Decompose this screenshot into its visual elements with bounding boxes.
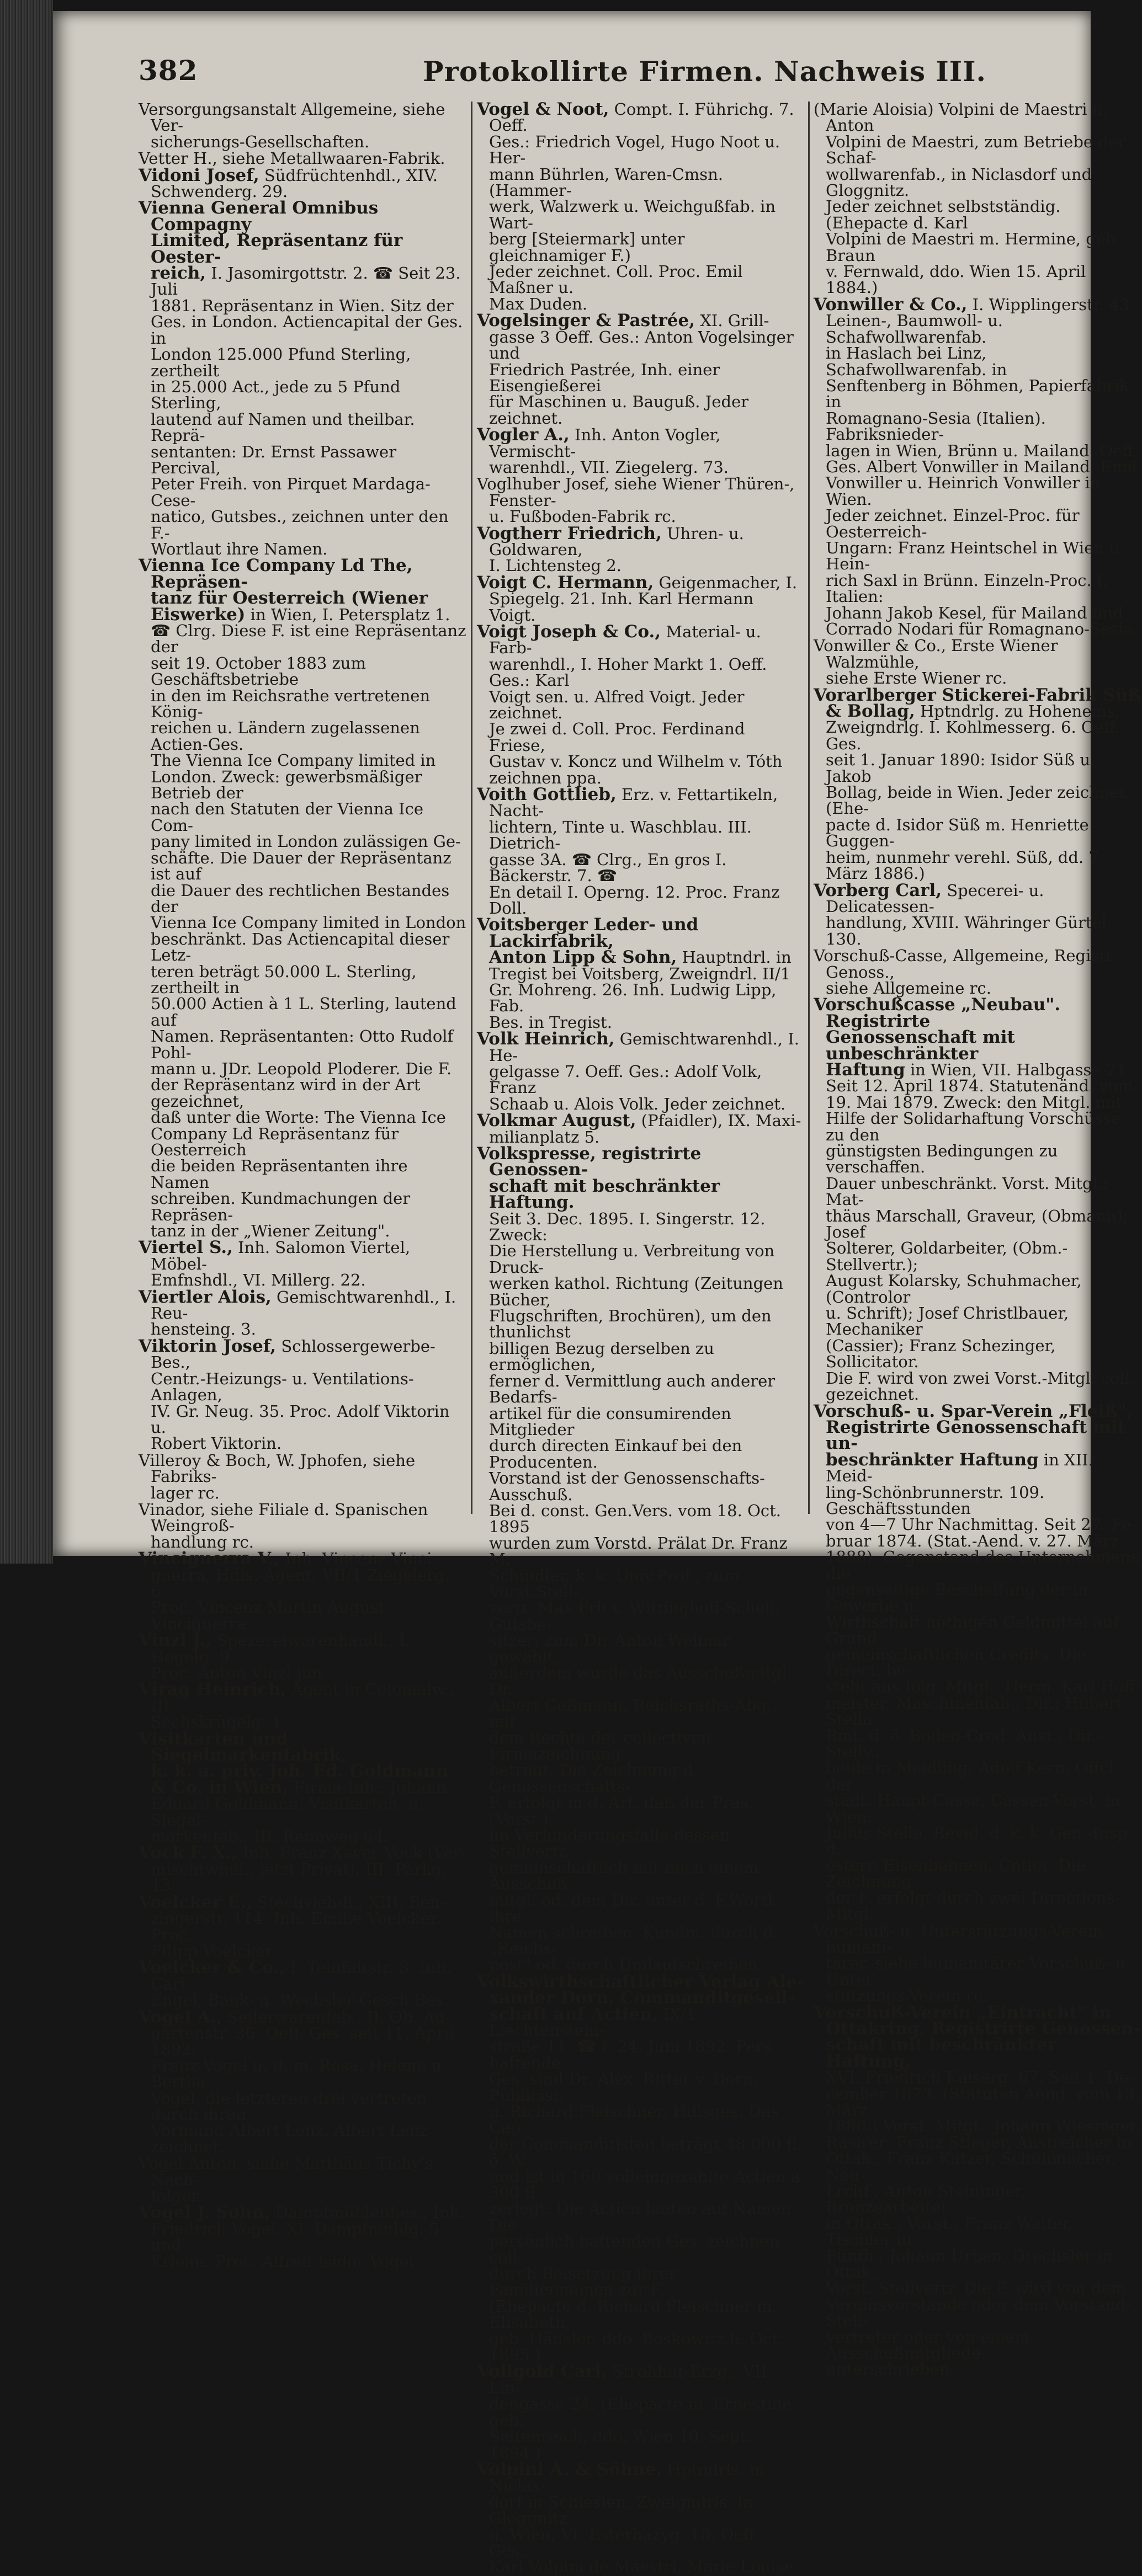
directory-entry: [139, 200, 467, 557]
entry-firm-name: Virag Heinrich,: [139, 1679, 286, 1700]
entry-description: Voglhuber Josef, siehe Wiener Thüren-, Fenster- u. Fußboden-Fabrik rc.: [477, 474, 795, 526]
column-3: [814, 100, 1142, 2379]
entry-firm-name: Vorberg Carl,: [814, 880, 942, 900]
entry-firm-name: Voelcker E.,: [139, 1892, 252, 1912]
entry-description: Vorschuß-Casse, Allgemeine, Registr. Genoss., siehe Allgemeine rc.: [814, 946, 1117, 998]
column-rule: [471, 102, 472, 1514]
directory-entry: [139, 558, 467, 1239]
entry-description: XVI. Friedrich Kaiserg. 67. Seit 1. De- cember 1873. (Statuten Aend. vom 13. März 1880.) Vorst. Mitgl.: Johann Wiesinger, Rasirer; Franz Stieger, Anstreicher in Ottak.; Franz Katzer, Schuhmacher, Neu- Lrchf.; Anton Steininger, Bronzearbeiter in Ottak., Vorst.; Franz Walter, Tischler in Fünfh.; Johann Urban, Drechsler in Ottak., Vorst. Stellvertr. Die F. wird von dem Vereinsvorstande oder dem Vorstand-Stell- vertreter oder von einem Ausschußmitgliede unterschrieben.: [826, 2068, 1141, 2379]
directory-entry: [139, 165, 467, 201]
entry-description: Vinador, siehe Filiale d. Spanischen Weingroß- handlung rc.: [139, 1500, 428, 1551]
directory-entry: [477, 99, 804, 313]
entry-firm-name: Viertler Alois,: [139, 1287, 272, 1307]
directory-entry: [477, 1146, 804, 1974]
directory-entry: [477, 2361, 804, 2462]
directory-entry: [139, 2156, 467, 2204]
directory-entry: [814, 2002, 1142, 2379]
entry-firm-name: Volkspresse, registrirte Genossen- schaft mit beschränkter Haftung.: [477, 1144, 720, 1213]
entry-firm-name: Vinzl J.,: [139, 1630, 211, 1651]
directory-entry: [477, 2459, 804, 2576]
entry-description: Seilerwarenfab., II. Ob. Au- gartenstr. 36. Oeff. Ges. seit 11. April 1892: Franz Vogel u. d. m. Rosa, Helene u. Bertha Vogel, die letzteren drei vertreten durch ihren Vormund Albert Lenz. Albert Lenz zeichnet.: [151, 2007, 455, 2156]
entry-description: Stechviehdl., XIII. Ben- zingerstr. 114. Inh. Emilie Voelcker. Proc. Filipp Voelcker.: [151, 1892, 446, 1960]
directory-entry: [814, 948, 1142, 996]
directory-entry: [477, 1031, 804, 1112]
entry-firm-name: Vorarlberger Stickerei-Fabrik Süß & Bollag,: [814, 685, 1141, 722]
entry-description: Villeroy & Boch, W. Jphofen, siehe Fabriks- lager rc.: [139, 1450, 416, 1502]
entry-firm-name: Vogel J. Sohn,: [139, 2202, 270, 2223]
directory-entry: [139, 1450, 467, 1502]
entry-firm-name: Voigt C. Hermann,: [477, 572, 654, 593]
entry-firm-name: Voelcker & Co.,: [139, 1958, 285, 1978]
entry-description: Hptndrlg. zu Hohenems, Zweigndrlg. I. Kohlmesserg. 6. Oeff. Ges. seit 1. Januar 1890: Isidor Süß u. Jakob Bollag, beide in Wien. Jeder zeichnet. (Ehe- pacte d. Isidor Süß m. Henriette Guggen- heim, nunmehr verehl. Süß, dd. 7. März 1886.): [826, 702, 1131, 883]
entry-description: Vogel Anton, siehe Matthäus Tichy's Nach- folger.: [139, 2154, 433, 2205]
directory-entry: [477, 917, 804, 1031]
entry-description: Inh. Salomon Viertel, Möbel- Emfnshdl., VI. Millerg. 22.: [151, 1238, 411, 1290]
directory-entry: [477, 1113, 804, 1145]
directory-entry: [139, 1892, 467, 1960]
entry-description: I. Jasomirgottstr. 2. ☎ Seit 23. Juli 1881. Repräsentanz in Wien. Sitz der Ges. in London. Actiencapital der Ges. in London 125.000 Pfund Sterling, zertheilt in 25.000 Act., jede zu 5 Pfund Sterling, lautend auf Namen und theilbar. Reprä- sentanten: Dr. Ernst Passawer Percival, Peter Freih. von Pirquet Mardaga-Cese- natico, Gutsbes., zeichnen unter den F.- Wortlaut ihre Namen.: [151, 264, 463, 558]
entry-firm-name: Vorschußcasse „Neubau". Registrirte Genossenschaft mit unbeschränkter Haftung: [814, 995, 1061, 1080]
entry-description: Versorgungsanstalt Allgemeine, siehe Ver- sicherungs-Gesellschaften.: [139, 100, 445, 151]
entry-description: Südfrüchtenhdl., XIV. Schwenderg. 29.: [151, 166, 438, 201]
entry-firm-name: Volpini A. & Söhne,: [477, 2459, 662, 2479]
directory-entry: [814, 102, 1142, 296]
directory-entry: [477, 787, 804, 916]
book-page-edges: [0, 0, 53, 1564]
page-number: 382: [139, 54, 198, 87]
entry-firm-name: Vidoni Josef,: [139, 165, 259, 185]
entry-description: Agent in Colonialw., III. Sechskrügelg. 1.: [151, 1680, 454, 1732]
running-title: Protokollirte Firmen. Nachweis III.: [423, 55, 986, 88]
entry-description: Inh. Anton Vogler, Vermischt- warenhdl., VII. Ziegelerg. 73.: [489, 425, 729, 477]
entry-description: Firma-Inh.: Johann Eduard Goldmann, Visitkarten- u. Siegel- markenfab., III. Rennweg 64.: [151, 1778, 447, 1846]
entry-firm-name: Vinciguerra V.,: [139, 1549, 280, 1569]
entry-description: Vorschuß- u. Unterstützungs-Verein humani- tärer, siehe humanitärer Vorschuß- u. Unter- stützungs-Verein rc.: [814, 1921, 1131, 2006]
directory-entry: [139, 1679, 467, 1732]
entry-description: Compt. I. Führichg. 7. Oeff. Ges.: Friedrich Vogel, Hugo Noot u. Her- mann Bührlen, Waren-Cmsn. (Hammer- werk, Walzwerk u. Weichgußfab. in Wart- berg [Steiermark] unter gleichnamiger F.) Jeder zeichnet. Coll. Proc. Emil Maßner u. Max Duden.: [489, 100, 794, 313]
entry-firm-name: Visitkarten und Siegelmarkenfabrik, k. k. a. priv. Joh. Ed. Goldmann & Co. in Wien,: [139, 1729, 448, 1798]
directory-entry: [139, 1240, 467, 1288]
entry-description: I. Teinfaltstr. 3. Inh. Carl Engel, Bank- u. Wechsler-Gesch.Bes.: [151, 1958, 452, 2010]
entry-description: Geigenmacher, I. Spiegelg. 21. Inh. Karl Hermann Voigt.: [489, 573, 798, 625]
directory-entry: [814, 294, 1142, 638]
directory-entry: [477, 427, 804, 476]
entry-firm-name: Vogler A.,: [477, 425, 570, 445]
entry-description: Specerei- u. Delicatessen- handlung, XVIII. Währinger Gürtel 130.: [826, 881, 1107, 948]
entry-description: Inh. Franz Xaver Vock (Ver- mischtwhdl., jetzt Privat), III. Parkg. 13.: [151, 1843, 466, 1895]
directory-entry: [477, 1971, 804, 2365]
column-rule: [808, 102, 810, 1514]
directory-entry: [477, 476, 804, 525]
entry-firm-name: Vorschuß-Verein „Eintracht" in Ottakring. Registrirte Genossen- schaft mit beschränkter Haftung,: [814, 2002, 1141, 2071]
directory-entry: [139, 2009, 467, 2156]
entry-firm-name: Volk Heinrich,: [477, 1029, 615, 1049]
entry-description: Spezereiwarenhandl., I. Hegelg. 9. Proc. Anton Vinzl jun.: [151, 1631, 411, 1682]
entry-firm-name: Vonwiller & Co.,: [814, 294, 968, 314]
directory-entry: [814, 880, 1142, 948]
entry-description: Vetter H., siehe Metallwaaren-Fabrik.: [139, 149, 445, 168]
entry-firm-name: Vock F. X.,: [139, 1843, 238, 1863]
directory-page: [53, 11, 1141, 2576]
directory-entry: [139, 151, 467, 167]
directory-entry: [814, 1401, 1142, 1924]
directory-entry: [814, 1923, 1142, 2004]
entry-description: in Wien, I. Petersplatz 1. ☎ Clrg. Diese F. ist eine Repräsentanz der seit 19. October 1883 zum Geschäftsbetriebe in den im Reichsrathe vertretenen König- reichen u. Ländern zugelassenen Actien-Ges. The Vienna Ice Company limited in London. Zweck: gewerbsmäßiger Betrieb der nach den Statuten der Vienna Ice Com- pany limited in London zulässigen Ge- schäfte. Die Dauer der Repräsentanz ist auf die Dauer des rechtlichen Bestandes der Vienna Ice Company limited in London beschränkt. Das Actiencapital dieser Letz- teren beträgt 50.000 L. Sterling, zertheilt in 50.000 Actien à 1 L. Sterling, lautend auf Namen. Repräsentanten: Otto Rudolf Pohl- mann u. JDr. Leopold Ploderer. Die F. der Repräsentanz wird in der Art gezeichnet, daß unter die Worte: The Vienna Ice Company Ld Repräsentanz für Oesterreich die beiden Repräsentanten ihre Namen schreiben. Kundmachungen der Repräsen- tanz in der „Wiener Zeitung".: [151, 605, 466, 1241]
directory-entry: [139, 1731, 467, 1845]
entry-description: Vonwiller & Co., Erste Wiener Walzmühle, siehe Erste Wiener rc.: [814, 636, 1058, 688]
directory-entry: [814, 997, 1142, 1402]
entry-description: Gemischtwarenhdl., I. Reu- hensteing. 3.: [151, 1287, 456, 1339]
entry-firm-name: Volkmar August,: [477, 1111, 636, 1131]
entry-firm-name: Vollgold Carl,: [477, 2361, 607, 2382]
entry-description: Hptndrls. in Niclas- dorf in Schlesien, Zweigndrls. in Gloggnitz u. Wien, VI. Esterhazyg. 10. Oeff. Ges.: Karl Volpini de Maestri, Marie Louise: [489, 2460, 794, 2576]
directory-entry: [139, 1551, 467, 1632]
directory-entry: [139, 1502, 467, 1550]
column-2: [477, 99, 804, 2576]
entry-description: I. Wipplingerstr. 43. Leinen-, Baumwoll- u. Schafwollwarenfab. in Haslach bei Linz, Schafwollwarenfab. in Senftenberg in Böhmen, Papierfabrik in Romagnano-Sesia (Italien). Fabriksnieder- lagen in Wien, Brünn u. Mailand. Oeff. Ges. Albert Vonwiller in Mailand, Emil Vonwiller u. Heinrich Vonwiller in Wien. Jeder zeichnet. Einzel-Proc. für Oesterreich- Ungarn: Franz Heintschel in Wien u. Hein- rich Saxl in Brünn. Einzeln-Proc. f. Italien: Johann Jakob Kesel, für Mailand und Corrado Nodari für Romagnano-Sesia.: [826, 295, 1138, 638]
entry-firm-name: Vienna Ice Company Ld The, Repräsen- tanz für Oesterreich (Wiener Eiswerke): [139, 556, 428, 625]
entry-firm-name: Vogelsinger & Pastrée,: [477, 311, 695, 331]
entry-description: Hauptndrl. in Tregist bei Voitsberg, Zweigndrl. II/1 Gr. Mohreng. 26. Inh. Ludwig Lipp, Fab. Bes. in Tregist.: [489, 948, 792, 1032]
entry-description: XI. Grill- gasse 3 Oeff. Ges.: Anton Vogelsinger und Friedrich Pastrée, Inh. einer Eisengießerei für Maschinen u. Bauguß. Jeder zeichnet.: [489, 311, 794, 428]
entry-description: in XII. Meid- ling-Schönbrunnerstr. 109. Geschäftsstunden von 4—7 Uhr Nachmittag. Seit 27. Fe- bruar 1874. (Stat.-Aend. v. 27. März 1888). Gegenstand des Unternehmens die gegenseitige Beschaffung der in Gewerbe u. Wirthschaft nöthigen Geldmittel auf Grund gemeinschaftlichen Credits. Die Direct. be- steht aus folg. Mitgl.: Herm. Karl Hoff- meister, Maschinenfab., Dir.; Hubert Stella, Bmt. d. ö. Boden-Cred. Anst., Dir.-Stellv., beide in Meidling; Adolf Kern, Offcl. der städt. Haupt-Casse, Cassen-Vorst. in Wien; Julius Stella, Revid. d. k. k. Gen.-Insp. d. österr. Eisenbahnen, Cntlor. Die Zeichnung der F. erfolgt durch zwei Directions-Mitgl.: [826, 1450, 1141, 1924]
entry-description: Gemischtwarenhdl., I. He- gelgasse 7. Oeff. Ges.: Adolf Volk, Franz Schaab u. Alois Volk. Jeder zeichnet.: [489, 1030, 800, 1113]
directory-entry: [139, 1289, 467, 1338]
entry-firm-name: Viktorin Josef,: [139, 1336, 277, 1356]
entry-description: Uhren- u. Goldwaren, I. Lichtensteg 2.: [489, 524, 744, 575]
directory-entry: [139, 1338, 467, 1452]
directory-entry: [139, 1630, 467, 1682]
directory-entry: [139, 1960, 467, 2008]
entry-description: Strohhut-Erzg., VII. Lin- dengasse 24. (Ehepacte m. Ernestine geb. Seltenreich, ddo. Wien 10. Sept. 1894.): [489, 2362, 792, 2462]
directory-entry: [139, 102, 467, 150]
directory-entry: [477, 624, 804, 786]
directory-entry: [814, 638, 1142, 686]
entry-description: Seit 3. Dec. 1895. I. Singerstr. 12. Zweck: Die Herstellung u. Verbreitung von Druck- werken kathol. Richtung (Zeitungen Bücher, Flugschriften, Brochüren), um den thunlichst billigen Bezug derselben zu ermöglichen, ferner d. Vermittlung auch anderer Bedarfs- artikel für die consumirenden Mitglieder durch directen Einkauf bei den Producenten. Vorstand ist der Genossenschafts-Ausschuß. Bei d. const. Gen.Vers. vom 18. Oct. 1895 wurden zum Vorstd. Prälat Dr. Franz M. Schindler, k. k. Univ.Prof., zum Vorst.Stell- vertr. Max Frh v. Wittinghoff-Schell, Gutsbe- sitzer; zum Dir Anton Weimar gewählt, außerdem wurde das Ausschußmitgl. Dr. Albert Geßmann, Reichsraths-Abg., mit dem Rechte der collectiven Firmazeichnung betraut. Die Zeichnung d. Genossenschafts- F. erfolgt in d. Art, daß der Präs. (Vorst.), im Verhinderungsfalle dessen Stellvertr. gemeinschaftlich mit noch einem Ausschuß- mitgl. od. dem Dir. unter d. F.Wortl. ihre Namen schreiben. Kundm. durch d. „Reichs- post" od. durch Umlaufschreiben.: [489, 1209, 792, 1975]
entry-firm-name: Vorschuß- u. Spar-Verein „Fleiß", Registrirte Genossenschaft mit un- beschränkter Haftung: [814, 1401, 1133, 1470]
directory-entry: [139, 1845, 467, 1894]
entry-description: Material- u. Farb- warenhdl., I. Hoher Markt 1. Oeff. Ges.: Karl Voigt sen. u. Alfred Voigt. Jeder zeichnet. Je zwei d. Coll. Proc. Ferdinand Friese, Gustav v. Koncz und Wilhelm v. Tóth zeichnen ppa.: [489, 622, 783, 787]
entry-firm-name: Volkswirthschaftlicher Verlag Ale- xander Dorn, Commanditgesell- schaft auf Actien,: [477, 1971, 804, 2024]
entry-firm-name: Vogtherr Friedrich,: [477, 523, 662, 543]
directory-entry: [139, 2202, 467, 2271]
entry-firm-name: Vienna General Omnibus Compagny Limited, Repräsentanz für Oester- reich,: [139, 198, 403, 284]
column-1: [139, 100, 467, 2271]
directory-entry: [814, 687, 1142, 882]
entry-firm-name: Voigt Joseph & Co.,: [477, 622, 661, 642]
entry-firm-name: Viertel S.,: [139, 1238, 233, 1258]
entry-description: Dampfmühlenbes., Inh. Friedrich Vogel, XI. Dampfmuhlg. 5 und Krieau. Proc. Alfred Isidor Vogel.: [151, 2203, 465, 2271]
entry-firm-name: Vogel A.,: [139, 2007, 222, 2027]
entry-description: (Pfaidler), IX. Maxi- milianplatz 5.: [489, 1111, 801, 1146]
entry-firm-name: Voith Gottlieb,: [477, 785, 617, 805]
entry-description: Inh. Vincenz Vinci- guerra, Hdls.-Agent, VII/1 Ziegelerg. 6. Proc. Vincenz Martin August Vinciguerra.: [151, 1549, 450, 1633]
entry-description: Schlossergewerbe-Bes., Centr.-Heizungs- u. Ventilations-Anlagen, IV. Gr. Neug. 35. Proc. Adolf Viktorin u. Robert Viktorin.: [151, 1336, 450, 1453]
entry-description: (Marie Aloisia) Volpini de Maestri u. Anton Volpini de Maestri, zum Betriebe der Schaf- wollwarenfab., in Niclasdorf und Gloggnitz. Jeder zeichnet selbstständig. (Ehepacte d. Karl Volpini de Maestri m. Hermine, geb. Braun v. Fernwald, ddo. Wien 15. April 1884.): [814, 100, 1125, 297]
directory-entry: [477, 313, 804, 426]
entry-firm-name: Vogel & Noot,: [477, 99, 609, 119]
page-header: [53, 44, 1091, 94]
entry-description: in Wien, VII. Halbgasse 21. Seit 12. April 1874. Statutenänd. vom 19. Mai 1879. Zweck: den Mitgl. mit Hilfe der Solidarhaftung Vorschüsse zu den günstigsten Bedingungen zu verschaffen. Dauer unbeschränkt. Vorst. Mitgl.: Mat- thäus Marschall, Graveur, (Obmann); Josef Solterer, Goldarbeiter, (Obm.-Stellvertr.); August Kolarsky, Schuhmacher, (Controlor u. Schrift); Josef Christlbauer, Mechaniker (Cassier); Franz Schezinger, Sollicitator. Die F. wird von zwei Vorst.-Mitgl. coll. gezeichnet.: [826, 1060, 1135, 1404]
entry-description: Erz. v. Fettartikeln, Nacht- lichtern, Tinte u. Waschblau. III. Dietrich- gasse 3A. ☎ Clrg., En gros I. Bäckerstr. 7. ☎ En detail I. Operng. 12. Proc. Franz Doll.: [489, 785, 780, 918]
entry-description: IX/1 Liechtenstein- straße 11. ☎ f. 24. Juni 1892. Pers. haftende Ges. sind Dr. Alex. Ritter v. Dorn, Publicist, u. Richard Fleischner, Hdlsges. Das Cap. der Commanditisten beträgt 48.000 fl. ö. W. und ist in 160 volleingezahlte Actien à 300 fl. zerlegt. Die Actien lauten auf Namen. Die persönlich haftenden Ges. zeichnen coll. durch Beisetzung ihrer Familiennamen zur F. (Ehepacte d. Richard Fleischner m. Elisabeth, geb. Häusler, ddo. Boskowitz 6. Oct. 1895.): [489, 2004, 803, 2365]
directory-entry: [477, 572, 804, 625]
entry-firm-name: Voitsberger Leder- und Lackirfabrik, Anton Lipp & Sohn,: [477, 915, 699, 968]
directory-entry: [477, 523, 804, 575]
